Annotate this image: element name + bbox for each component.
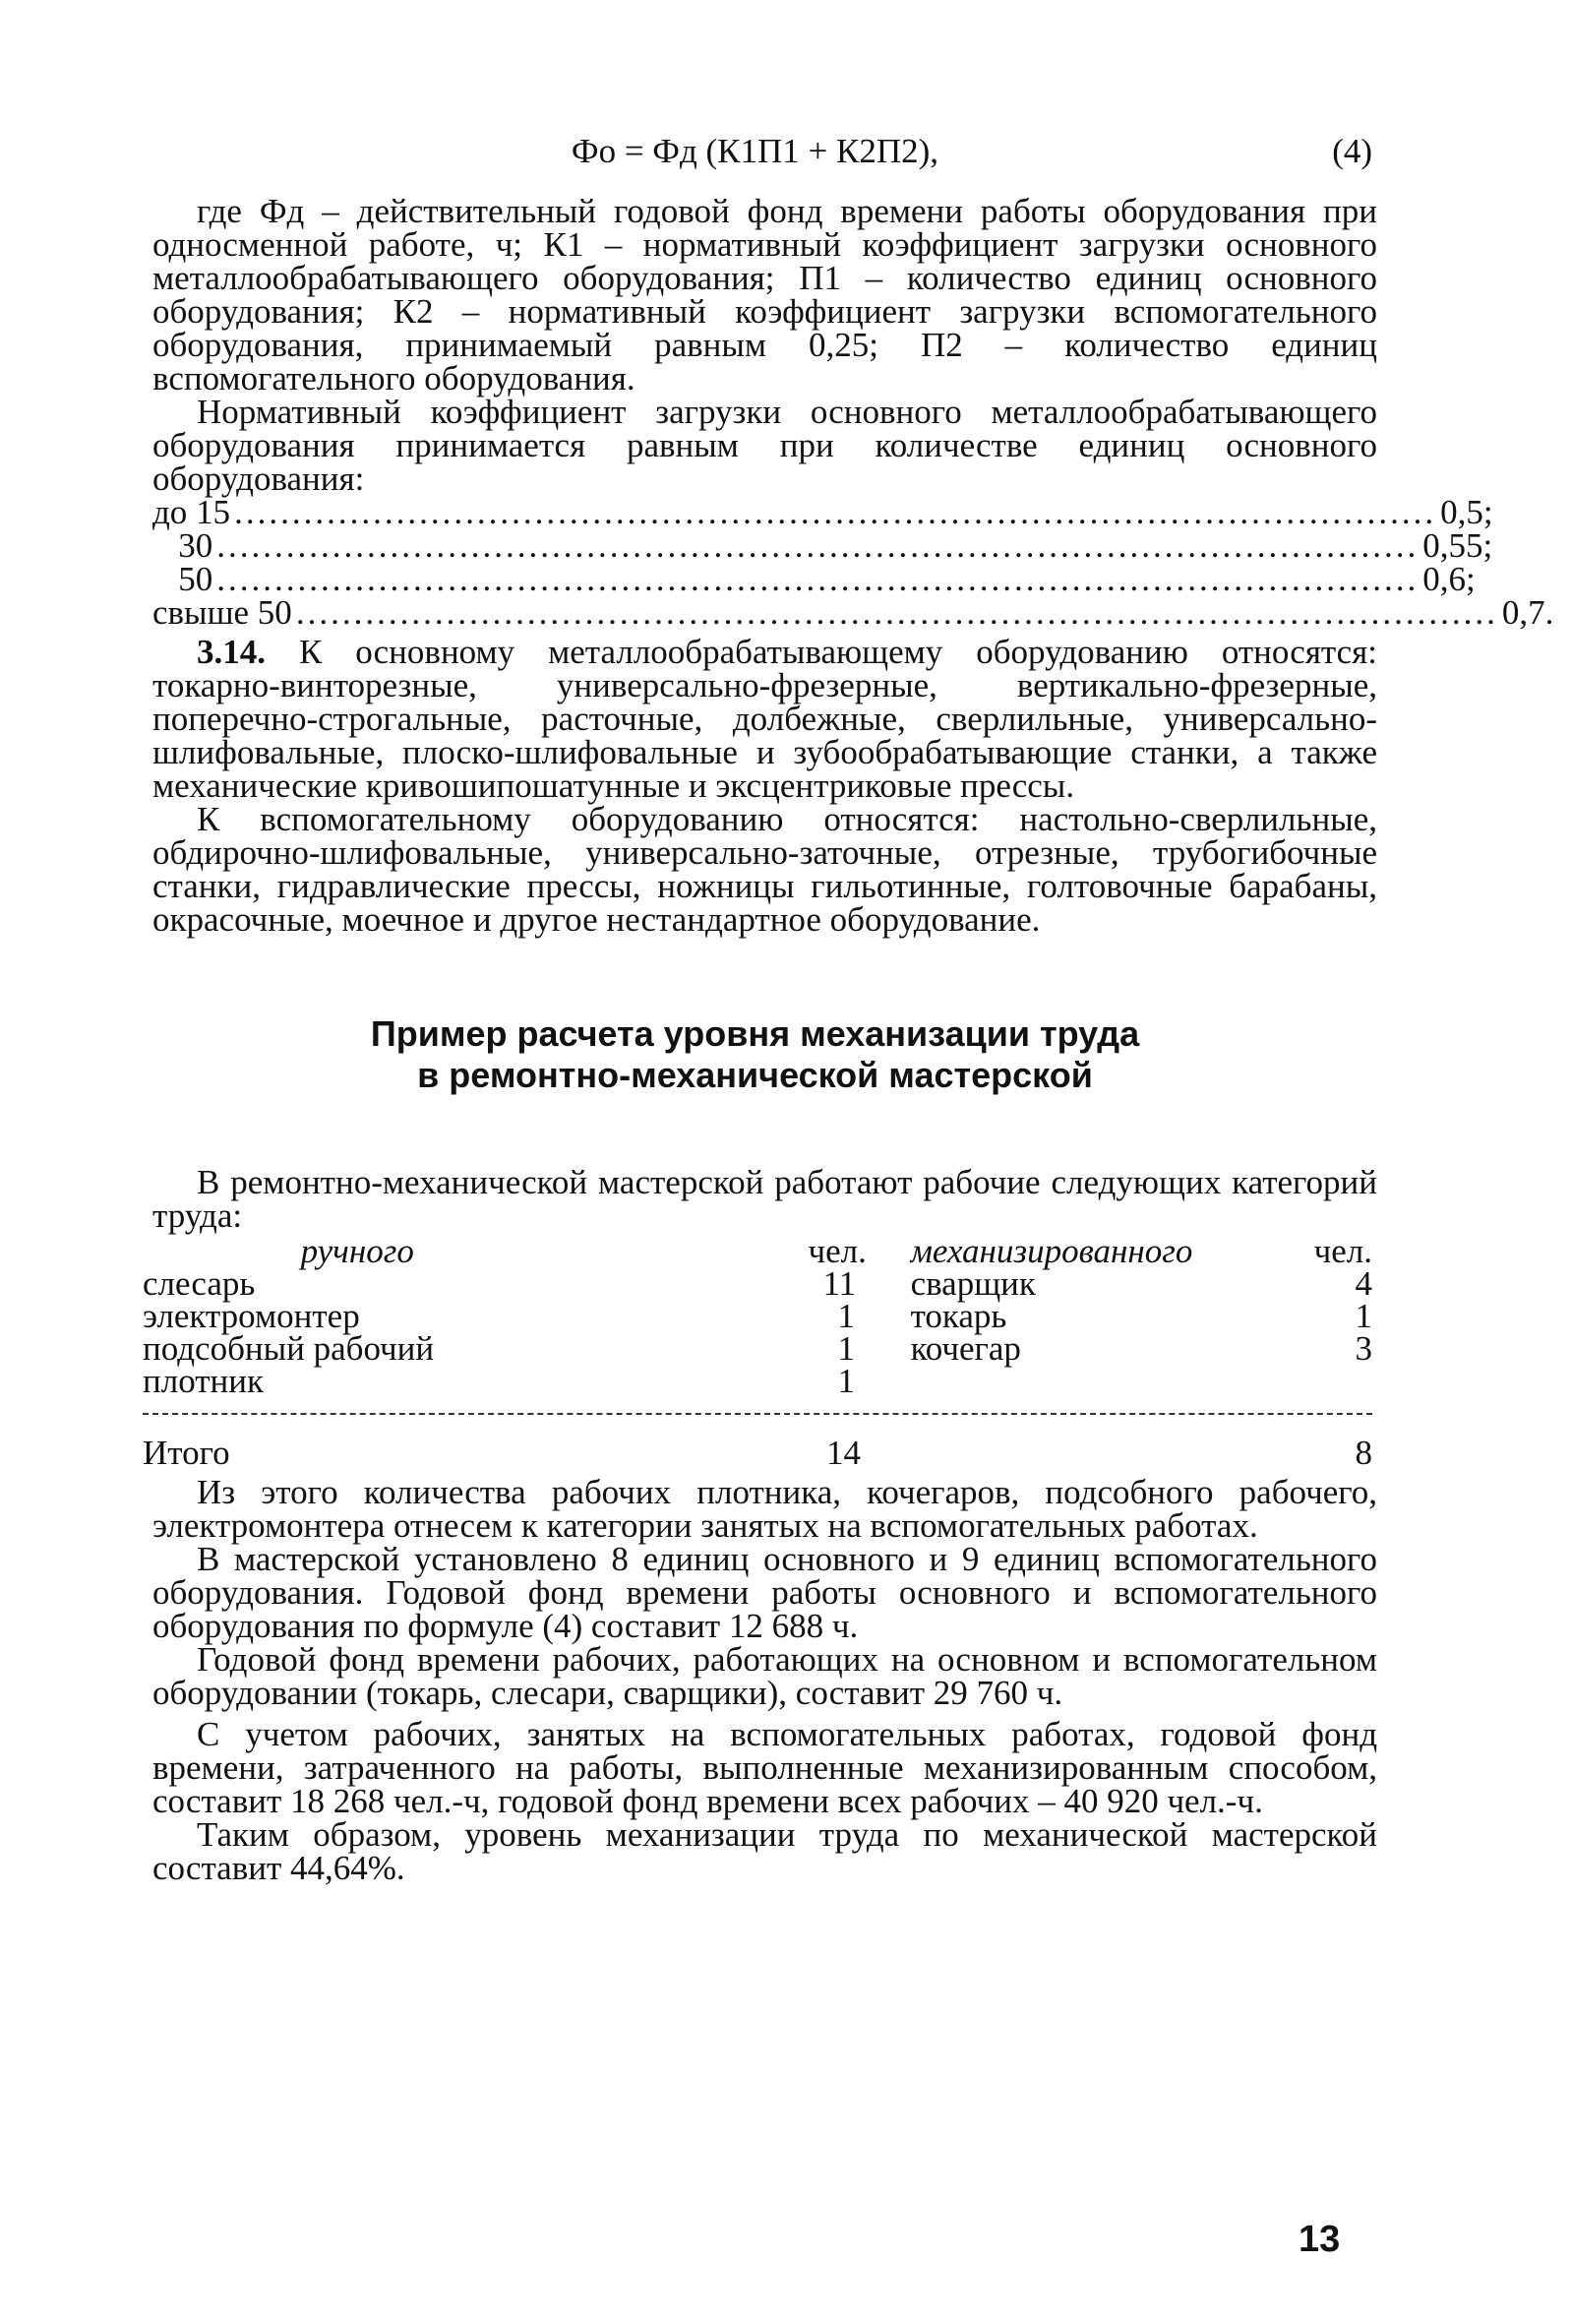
coefficient-list <box>152 493 1554 632</box>
paragraph-intro: В ремонтно-механической мастерской работают рабочие следующих категорий труда: <box>152 1163 1377 1235</box>
text-block-top <box>152 192 1554 939</box>
paragraph: Из этого количества рабочих плотника, кочегаров, подсобного рабочего, электромонтера отнесем к категории занятых на вспомогательных работах. <box>152 1473 1377 1545</box>
paragraph-coefficient-intro: Нормативный коэффициент загрузки основного металлообрабатывающего оборудования принимается равным при количестве единиц основного оборудования: <box>152 393 1377 498</box>
coefficient-value: 0,7. <box>1501 593 1554 632</box>
page-number: 13 <box>1299 2219 1341 2260</box>
coefficient-label: 30 <box>152 526 213 565</box>
paragraph: В мастерской установлено 8 единиц основного и 9 единиц вспомогательного оборудования. Годовой фонд времени работы основного и вспомогательного оборудования по формуле (4) составит 12 688 ч. <box>152 1540 1377 1645</box>
section-heading <box>0 1013 1510 1096</box>
header-unit-manual: чел. <box>808 1232 867 1270</box>
paragraph: Годовой фонд времени рабочих, работающих на основном и вспомогательном оборудовании (токарь, слесари, сварщики), составит 29 760 ч. <box>152 1640 1377 1712</box>
dashed-divider <box>143 1413 1372 1415</box>
heading-line-2: в ремонтно-механической мастерской <box>417 1055 1093 1095</box>
coefficient-row: 30 ........................................................................................................ 0,55; <box>152 526 1493 565</box>
formula: Фо = Фд (К1П1 + К2П2), <box>571 132 939 170</box>
coefficient-label: свыше 50 <box>152 593 292 632</box>
coefficient-value: 0,5; <box>1440 493 1493 531</box>
coefficient-label: 50 <box>152 560 213 598</box>
heading-line-1: Пример расчета уровня механизации труда <box>370 1013 1140 1054</box>
table-row: слесарь 11 сварщик 4 <box>143 1264 1372 1303</box>
coefficient-value: 0,6; <box>1422 560 1476 598</box>
paragraph-auxiliary-equipment: К вспомогательному оборудованию относятся: настольно-сверлильные, обдирочно-шлифовальные, универсально-заточные, отрезные, трубогибочные станки, гидравлические прессы, ножницы гильотинные, голтовочные барабаны, окрасочные, моечное и другое нестандартное оборудование. <box>152 800 1377 939</box>
table-row: электромонтер 1 токарь 1 <box>143 1297 1372 1335</box>
table-header <box>143 1235 1372 1267</box>
coefficient-label: до 15 <box>152 493 231 531</box>
total-label: Итого <box>143 1434 230 1472</box>
coefficient-row: 50 ........................................................................................................ 0,6; <box>152 563 1377 596</box>
coefficient-row: свыше 50 ........................................................................................................ 0,7. <box>152 596 1377 630</box>
table-row: плотник 1 <box>143 1362 855 1400</box>
text-block-bottom <box>152 1473 1377 1887</box>
workers-table <box>143 1232 1372 1472</box>
coefficient-row: до 15 ........................................................................................................ 0,5; <box>152 496 1377 529</box>
table-row: подсобный рабочий 1 кочегар 3 <box>143 1329 1372 1368</box>
formula-number: (4) <box>1332 132 1372 170</box>
header-mechanized: механизированного <box>910 1232 1193 1270</box>
table-total-row <box>143 1429 1372 1469</box>
section-number: 3.14. <box>197 633 266 671</box>
paragraph: С учетом рабочих, занятых на вспомогательных работах, годовой фонд времени, затраченного на работы, выполненные механизированным способом, составит 18 268 чел.-ч, годовой фонд времени всех рабочих – 40 920 чел.-ч. <box>152 1715 1377 1820</box>
header-manual: ручного <box>300 1232 414 1270</box>
paragraph-main-equipment: 3.14. К основному металлообрабатывающему оборудованию относятся: токарно-винторезные, универсально-фрезерные, вертикально-фрезерные, поперечно-строгальные, расточные, долбежные, сверлильные, универсально-шлифовальные, плоско-шлифовальные и зубообрабатывающие станки, а также механические кривошипошатунные и эксцентриковые прессы. <box>152 633 1377 805</box>
paragraph: Таким образом, уровень механизации труда по механической мастерской составит 44,64%. <box>152 1815 1377 1887</box>
header-unit-mechanized: чел. <box>1313 1232 1372 1270</box>
coefficient-value: 0,55; <box>1422 526 1493 565</box>
paragraph-definitions: где Фд – действительный годовой фонд времени работы оборудования при односменной работе, ч; К1 – нормативный коэффициент загрузки основного металлообрабатывающего оборудования; П1 – количество единиц основного оборудования; К2 – нормативный коэффициент загрузки вспомогательного оборудования, принимаемый равным 0,25; П2 – количество единиц вспомогательного оборудования. <box>152 192 1377 398</box>
total-mechanized: 8 <box>1355 1434 1372 1472</box>
intro-block <box>152 1163 1377 1235</box>
total-manual: 14 <box>826 1434 861 1472</box>
